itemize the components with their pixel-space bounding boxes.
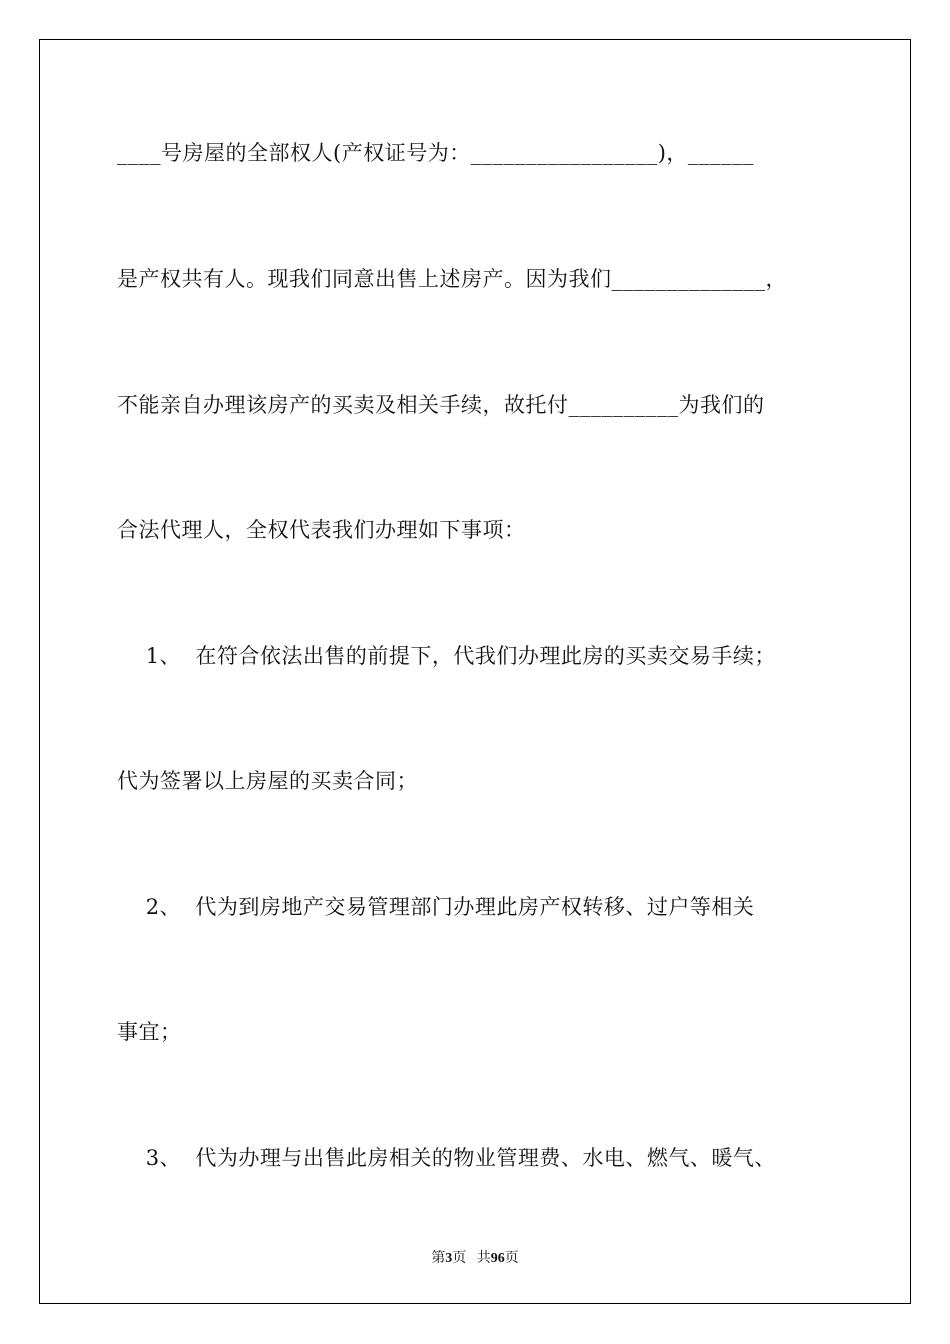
page-footer: [0, 1247, 950, 1267]
page-prefix: 第: [431, 1251, 446, 1266]
text-line-3: 不能亲自办理该房产的买卖及相关手续，故托付__________为我们的: [117, 393, 765, 417]
total-pages: 96: [490, 1251, 505, 1266]
text-line-2: 是产权共有人。现我们同意出售上述房产。因为我们______________，: [117, 267, 787, 291]
text-line-8: 事宜；: [117, 1020, 182, 1044]
text-line-9: 3、 代为办理与出售此房相关的物业管理费、水电、燃气、暖气、: [117, 1146, 776, 1170]
page-suffix: 页: [452, 1251, 467, 1266]
text-line-7: 2、 代为到房地产交易管理部门办理此房产权转移、过户等相关: [117, 895, 755, 919]
total-suffix: 页: [504, 1251, 519, 1266]
text-line-5: 1、 在符合依法出售的前提下，代我们办理此房的买卖交易手续；: [117, 644, 776, 668]
text-line-6: 代为签署以上房屋的买卖合同；: [117, 769, 418, 793]
text-line-1: ____号房屋的全部权人(产权证号为：_________________)，______: [117, 141, 754, 165]
page-border: [39, 39, 911, 1304]
page-number: 3: [445, 1251, 453, 1266]
total-prefix: 共: [476, 1251, 491, 1266]
text-line-4: 合法代理人，全权代表我们办理如下事项：: [117, 518, 526, 542]
